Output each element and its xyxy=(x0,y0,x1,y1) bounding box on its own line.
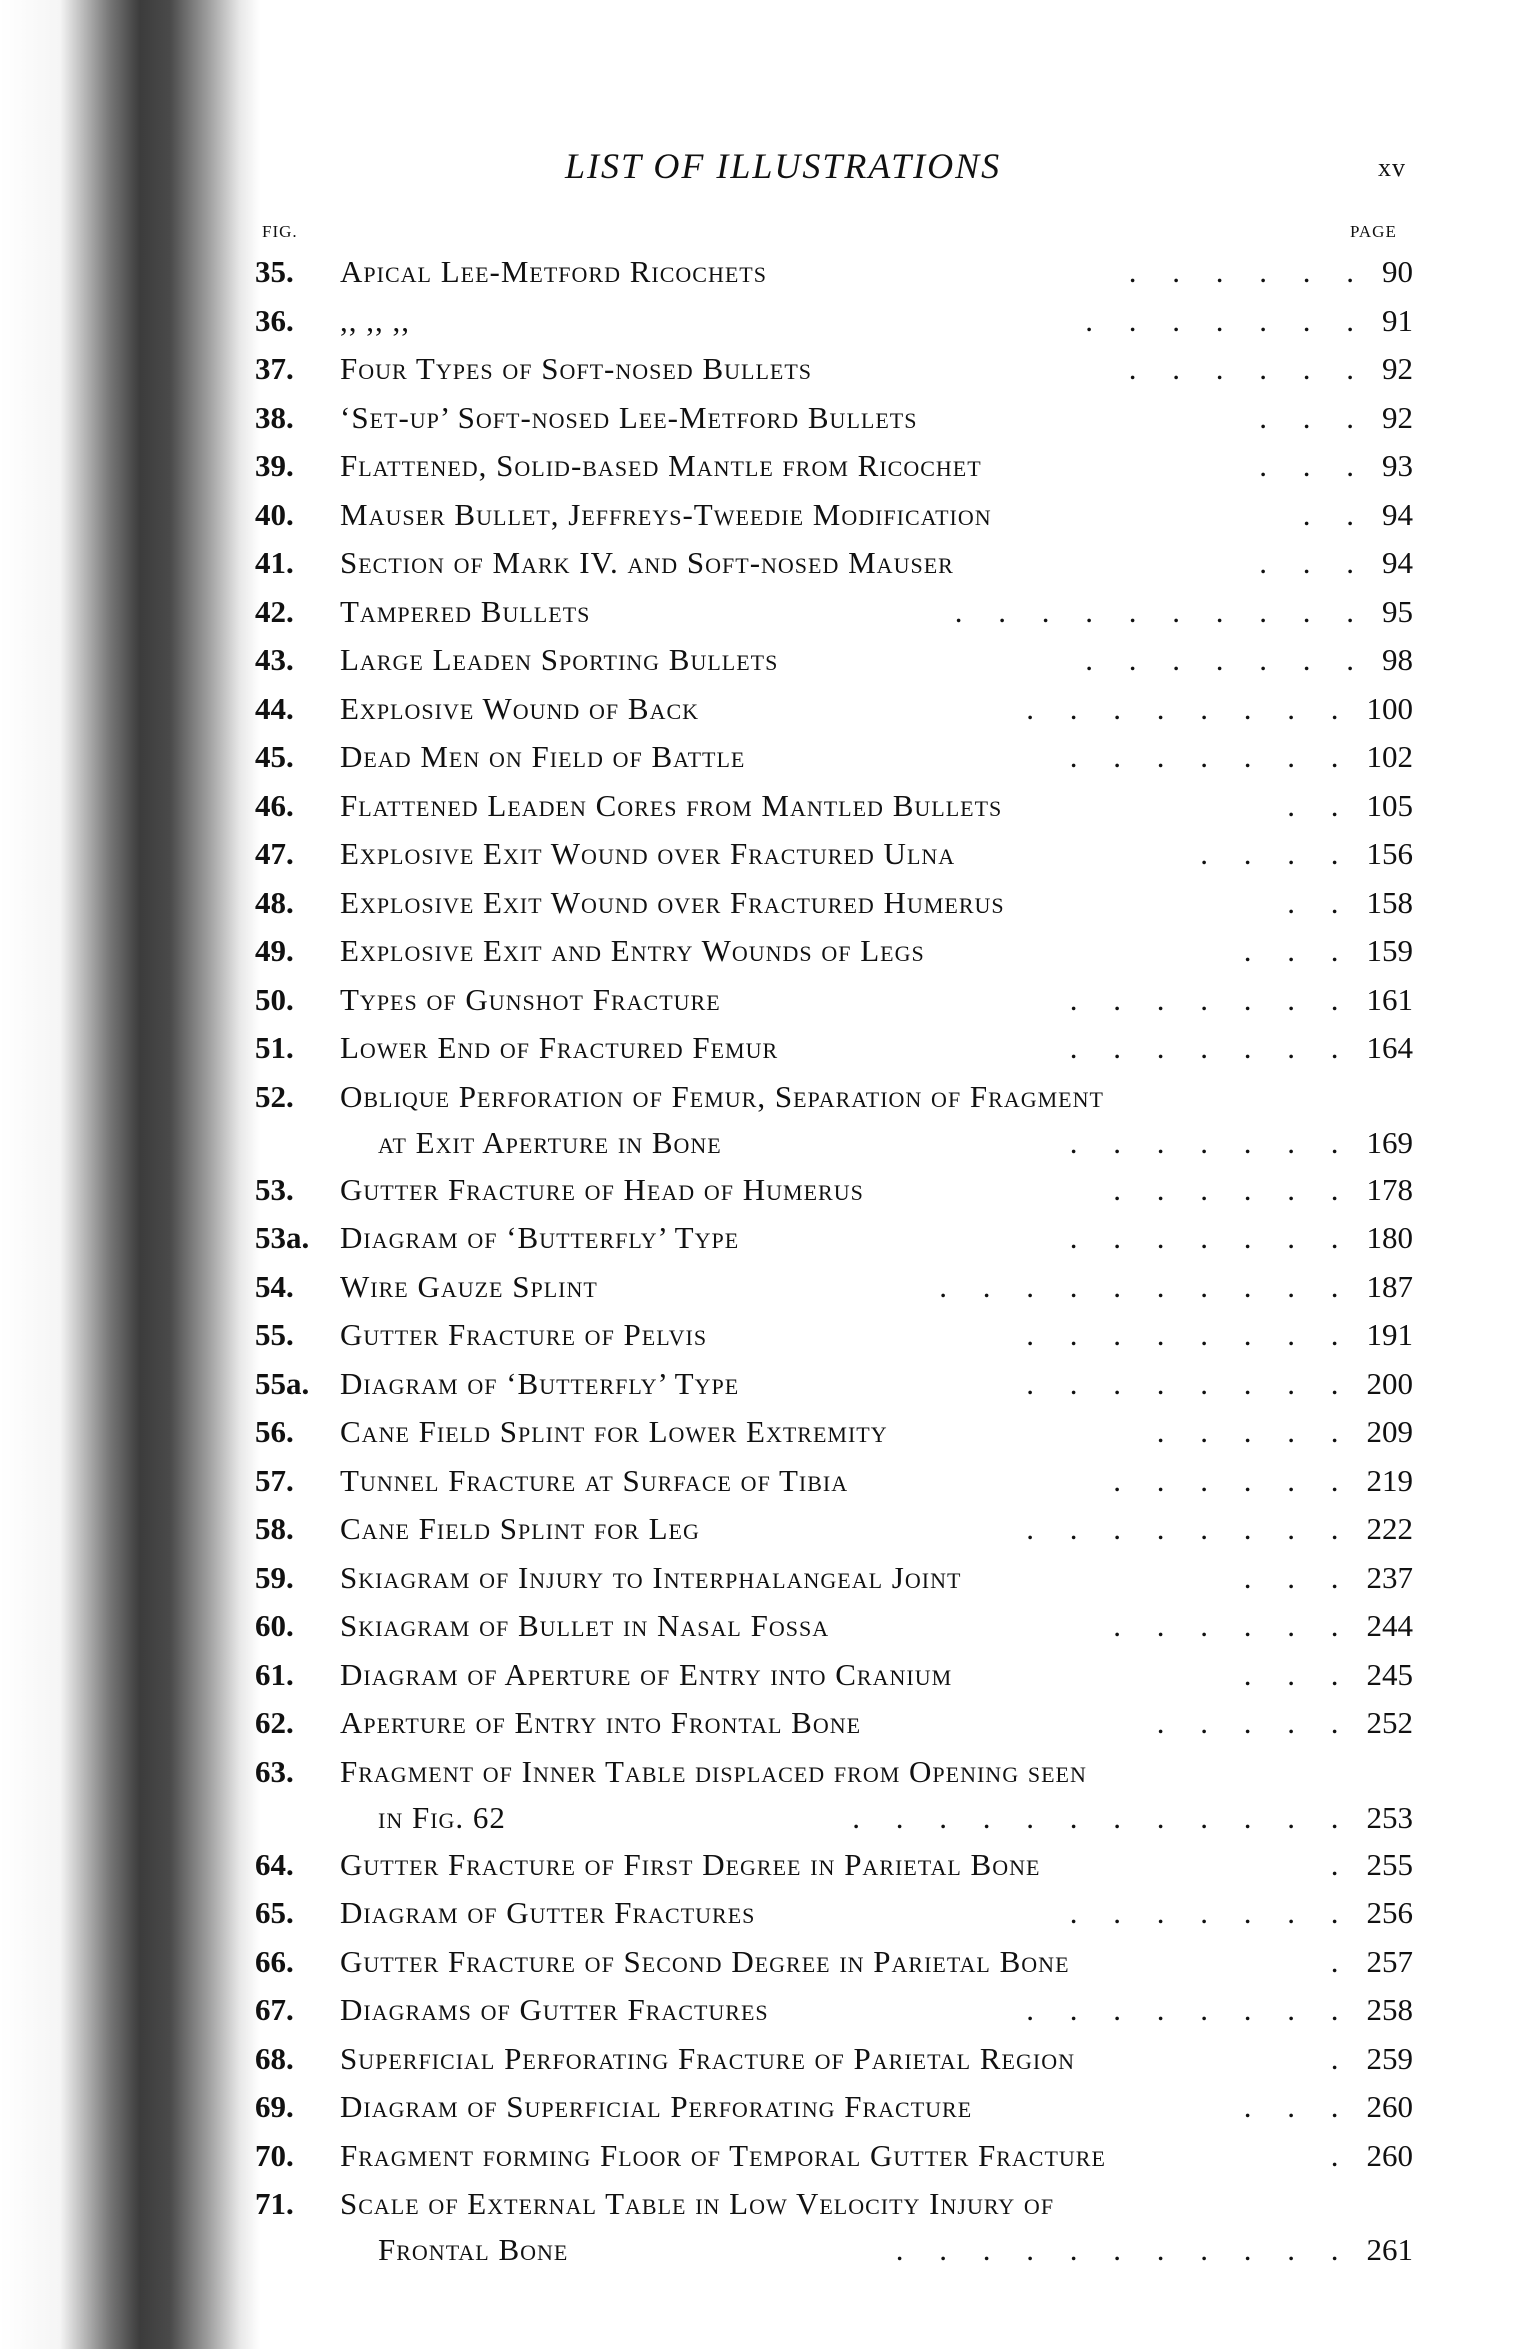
page-reference: 255 xyxy=(1366,1846,1413,1882)
figure-number: 65. xyxy=(255,1895,294,1930)
figure-number: 68. xyxy=(255,2040,294,2076)
figure-number: 41. xyxy=(255,545,294,580)
list-item xyxy=(0,1986,1536,2035)
figure-number: 36. xyxy=(255,302,294,338)
list-item xyxy=(0,1699,1536,1748)
list-item xyxy=(0,1311,1536,1360)
list-item xyxy=(0,1602,1536,1651)
page-reference: 100 xyxy=(1366,690,1413,726)
page-reference: 253 xyxy=(1366,1799,1413,1835)
figure-title: Fragment forming Floor of Temporal Gutter Fracture xyxy=(340,2137,1106,2173)
list-item xyxy=(0,2083,1536,2132)
dot-leaders: . . xyxy=(1287,787,1353,823)
figure-number: 60. xyxy=(255,1608,294,1643)
list-item xyxy=(0,345,1536,394)
figure-title: Four Types of Soft-nosed Bullets xyxy=(340,351,813,386)
dot-leaders: . . . . xyxy=(1200,836,1353,871)
page-reference: 261 xyxy=(1366,2232,1413,2267)
dot-leaders: . . . xyxy=(1243,1656,1353,1692)
dot-leaders: . . . . . . . xyxy=(1069,981,1353,1017)
figure-number: 61. xyxy=(255,1656,294,1692)
page-reference: 102 xyxy=(1366,739,1413,774)
dot-leaders: . . . . . . xyxy=(1113,1608,1353,1643)
list-item xyxy=(0,1408,1536,1457)
figure-title: Wire Gauze Splint xyxy=(340,1268,598,1304)
figure-title: Superficial Perforating Fracture of Parietal Region xyxy=(340,2040,1075,2076)
dot-leaders: . . . . . . . xyxy=(1069,1895,1353,1930)
dot-leaders: . xyxy=(1330,1846,1353,1882)
page-reference: 258 xyxy=(1366,1992,1413,2027)
running-title: LIST OF ILLUSTRATIONS xyxy=(565,146,1002,186)
figure-number: 55a. xyxy=(255,1365,310,1401)
figure-number: 53a. xyxy=(255,1220,310,1255)
figure-number: 56. xyxy=(255,1414,294,1449)
dot-leaders: . . . . . . . . . . . xyxy=(895,2232,1353,2267)
list-item xyxy=(0,976,1536,1025)
figure-number: 45. xyxy=(255,739,294,774)
figure-number: 42. xyxy=(255,593,294,629)
figure-number: 46. xyxy=(255,787,294,823)
dot-leaders: . . . xyxy=(1259,545,1368,580)
dot-leaders: . . . xyxy=(1243,933,1353,968)
dot-leaders: . . . . . . . . . . xyxy=(939,1268,1353,1304)
figure-title: ,, ,, ,, xyxy=(340,302,410,338)
figure-number: 44. xyxy=(255,690,294,726)
figure-title: Aperture of Entry into Frontal Bone xyxy=(340,1705,862,1740)
illustrations-list xyxy=(0,248,1536,2273)
figure-number: 69. xyxy=(255,2089,294,2124)
page-reference: 94 xyxy=(1382,545,1413,580)
dot-leaders: . . . xyxy=(1243,1559,1353,1595)
page-reference: 164 xyxy=(1366,1030,1413,1065)
list-item xyxy=(0,1263,1536,1312)
dot-leaders: . . . . . . . xyxy=(1069,1220,1353,1255)
dot-leaders: . . . xyxy=(1259,448,1368,483)
page-reference: 98 xyxy=(1382,642,1413,677)
page-reference: 259 xyxy=(1366,2040,1413,2076)
page-reference: 209 xyxy=(1366,1414,1413,1449)
dot-leaders: . . . . . . xyxy=(1128,351,1368,386)
page-reference: 180 xyxy=(1366,1220,1413,1255)
list-item xyxy=(0,927,1536,976)
figure-title: Dead Men on Field of Battle xyxy=(340,739,746,774)
list-item xyxy=(0,588,1536,637)
dot-leaders: . . . xyxy=(1243,2089,1353,2124)
figure-title: Oblique Perforation of Femur, Separation of Fragment xyxy=(340,1078,1104,1114)
page-reference: 90 xyxy=(1382,254,1413,289)
figure-number: 64. xyxy=(255,1846,294,1882)
figure-title: Gutter Fracture of Pelvis xyxy=(340,1317,708,1352)
figure-title: Explosive Exit and Entry Wounds of Legs xyxy=(340,933,925,968)
dot-leaders: . xyxy=(1330,2137,1353,2173)
list-item xyxy=(0,1841,1536,1890)
page-reference: 92 xyxy=(1382,351,1413,386)
figure-number: 48. xyxy=(255,884,294,920)
figure-number: 50. xyxy=(255,981,294,1017)
list-item xyxy=(0,2180,1536,2273)
figure-title: Gutter Fracture of Second Degree in Parietal Bone xyxy=(340,1943,1070,1979)
figure-title: Flattened, Solid-based Mantle from Ricochet xyxy=(340,448,982,483)
figure-title: Tunnel Fracture at Surface of Tibia xyxy=(340,1462,849,1498)
page-reference: 156 xyxy=(1366,836,1413,871)
figure-number: 38. xyxy=(255,399,294,435)
page-reference: 222 xyxy=(1366,1511,1413,1546)
figure-number: 58. xyxy=(255,1511,294,1546)
list-item xyxy=(0,733,1536,782)
figure-number: 71. xyxy=(255,2186,294,2221)
page-reference: 252 xyxy=(1366,1705,1413,1740)
list-item xyxy=(0,1457,1536,1506)
figure-number: 63. xyxy=(255,1753,294,1789)
figure-title: Gutter Fracture of Head of Humerus xyxy=(340,1171,864,1207)
page-reference: 260 xyxy=(1366,2137,1413,2173)
figure-number: 59. xyxy=(255,1559,294,1595)
figure-title: Large Leaden Sporting Bullets xyxy=(340,642,779,677)
page-reference: 219 xyxy=(1366,1462,1413,1498)
figure-number: 54. xyxy=(255,1268,294,1304)
page-reference: 200 xyxy=(1366,1365,1413,1401)
figure-title: Skiagram of Injury to Interphalangeal Joint xyxy=(340,1559,962,1595)
figure-number: 67. xyxy=(255,1992,294,2027)
dot-leaders: . . . . . . . . . . xyxy=(954,593,1368,629)
dot-leaders: . . . . . xyxy=(1156,1414,1353,1449)
list-item xyxy=(0,1651,1536,1700)
page-reference: 237 xyxy=(1366,1559,1413,1595)
figure-title: Diagram of ‘Butterfly’ Type xyxy=(340,1365,740,1401)
figure-title: Diagram of Aperture of Entry into Cranium xyxy=(340,1656,953,1692)
dot-leaders: . . . . . . . . xyxy=(1026,1992,1353,2027)
list-item xyxy=(0,1748,1536,1841)
page-reference: 169 xyxy=(1366,1124,1413,1160)
dot-leaders: . . . xyxy=(1259,399,1368,435)
page-reference: 187 xyxy=(1366,1268,1413,1304)
list-item xyxy=(0,394,1536,443)
figure-number: 53. xyxy=(255,1171,294,1207)
page-reference: 105 xyxy=(1366,787,1413,823)
dot-leaders: . . . . . . . xyxy=(1069,1124,1353,1160)
figure-number: 51. xyxy=(255,1030,294,1065)
dot-leaders: . xyxy=(1330,2040,1353,2076)
figure-title: Tampered Bullets xyxy=(340,593,591,629)
figure-title: Flattened Leaden Cores from Mantled Bullets xyxy=(340,787,1003,823)
list-item xyxy=(0,1505,1536,1554)
figure-title: Diagram of ‘Butterfly’ Type xyxy=(340,1220,740,1255)
list-item xyxy=(0,1166,1536,1215)
page-reference: 244 xyxy=(1366,1608,1413,1643)
page-reference: 93 xyxy=(1382,448,1413,483)
list-item xyxy=(0,297,1536,346)
page-reference: 95 xyxy=(1382,593,1413,629)
figure-number: 47. xyxy=(255,836,294,871)
figure-title: Diagrams of Gutter Fractures xyxy=(340,1992,769,2027)
dot-leaders: . . . . . . . xyxy=(1069,739,1353,774)
dot-leaders: . . . . . xyxy=(1156,1705,1353,1740)
dot-leaders: . . . . . . . xyxy=(1069,1030,1353,1065)
page-reference: 257 xyxy=(1366,1943,1413,1979)
list-item xyxy=(0,491,1536,540)
figure-number: 49. xyxy=(255,933,294,968)
list-item xyxy=(0,2132,1536,2181)
figure-title: Mauser Bullet, Jeffreys-Tweedie Modification xyxy=(340,496,992,532)
figure-title: Explosive Wound of Back xyxy=(340,690,700,726)
figure-title: Section of Mark IV. and Soft-nosed Mauser xyxy=(340,545,954,580)
list-item xyxy=(0,2035,1536,2084)
page-reference: 158 xyxy=(1366,884,1413,920)
figure-number: 35. xyxy=(255,254,294,289)
fig-column-heading: FIG. xyxy=(262,222,298,241)
list-item xyxy=(0,782,1536,831)
dot-leaders: . . . . . . xyxy=(1113,1462,1353,1498)
figure-title: Diagram of Superficial Perforating Fracture xyxy=(340,2089,973,2124)
dot-leaders: . . . . . . xyxy=(1113,1171,1353,1207)
figure-title: Apical Lee-Metford Ricochets xyxy=(340,254,767,289)
dot-leaders: . xyxy=(1330,1943,1353,1979)
figure-number: 39. xyxy=(255,448,294,483)
dot-leaders: . . . . . . . xyxy=(1085,642,1368,677)
dot-leaders: . . . . . . . xyxy=(1085,302,1368,338)
list-item xyxy=(0,1024,1536,1073)
figure-number: 37. xyxy=(255,351,294,386)
page-number: xv xyxy=(1378,153,1406,182)
figure-title: Scale of External Table in Low Velocity Injury of xyxy=(340,2186,1055,2221)
page-reference: 191 xyxy=(1366,1317,1413,1352)
figure-number: 70. xyxy=(255,2137,294,2173)
figure-number: 55. xyxy=(255,1317,294,1352)
figure-number: 57. xyxy=(255,1462,294,1498)
figure-title: Cane Field Splint for Lower Extremity xyxy=(340,1414,888,1449)
page-reference: 94 xyxy=(1382,496,1413,532)
list-item xyxy=(0,539,1536,588)
dot-leaders: . . . . . . . . xyxy=(1026,690,1353,726)
list-item xyxy=(0,830,1536,879)
page-reference: 161 xyxy=(1366,981,1413,1017)
page-reference: 91 xyxy=(1382,302,1413,338)
page-reference: 92 xyxy=(1382,399,1413,435)
page-reference: 178 xyxy=(1366,1171,1413,1207)
figure-title: ‘Set-up’ Soft-nosed Lee-Metford Bullets xyxy=(340,399,918,435)
figure-title: Explosive Exit Wound over Fractured Humerus xyxy=(340,884,1005,920)
figure-number: 62. xyxy=(255,1705,294,1740)
list-item xyxy=(0,1214,1536,1263)
dot-leaders: . . . . . . . . . . . . xyxy=(852,1799,1353,1835)
list-item xyxy=(0,1889,1536,1938)
dot-leaders: . . xyxy=(1287,884,1353,920)
figure-number: 40. xyxy=(255,496,294,532)
figure-title-continued: Frontal Bone xyxy=(378,2232,569,2267)
figure-title: Diagram of Gutter Fractures xyxy=(340,1895,756,1930)
page-reference: 260 xyxy=(1366,2089,1413,2124)
list-item xyxy=(0,879,1536,928)
list-item xyxy=(0,248,1536,297)
page-column-heading: PAGE xyxy=(1350,222,1397,241)
list-item xyxy=(0,1938,1536,1987)
list-item xyxy=(0,685,1536,734)
figure-number: 43. xyxy=(255,642,294,677)
figure-title: Lower End of Fractured Femur xyxy=(340,1030,779,1065)
figure-number: 52. xyxy=(255,1078,294,1114)
dot-leaders: . . xyxy=(1302,496,1368,532)
page-header xyxy=(0,145,1536,195)
figure-title: Types of Gunshot Fracture xyxy=(340,981,721,1017)
figure-title: Skiagram of Bullet in Nasal Fossa xyxy=(340,1608,830,1643)
figure-title-continued: in Fig. 62 xyxy=(378,1799,506,1835)
dot-leaders: . . . . . . . . xyxy=(1026,1511,1353,1546)
list-item xyxy=(0,1554,1536,1603)
dot-leaders: . . . . . . . . xyxy=(1026,1317,1353,1352)
page-reference: 245 xyxy=(1366,1656,1413,1692)
figure-title: Explosive Exit Wound over Fractured Ulna xyxy=(340,836,956,871)
list-item xyxy=(0,1360,1536,1409)
list-item xyxy=(0,442,1536,491)
figure-title: Cane Field Splint for Leg xyxy=(340,1511,700,1546)
figure-title: Fragment of Inner Table displaced from Opening seen xyxy=(340,1753,1087,1789)
figure-title: Gutter Fracture of First Degree in Parietal Bone xyxy=(340,1846,1041,1882)
page-reference: 159 xyxy=(1366,933,1413,968)
list-item xyxy=(0,636,1536,685)
figure-title-continued: at Exit Aperture in Bone xyxy=(378,1124,722,1160)
figure-number: 66. xyxy=(255,1943,294,1979)
dot-leaders: . . . . . . xyxy=(1128,254,1368,289)
list-item xyxy=(0,1073,1536,1166)
dot-leaders: . . . . . . . . xyxy=(1026,1365,1353,1401)
page-reference: 256 xyxy=(1366,1895,1413,1930)
